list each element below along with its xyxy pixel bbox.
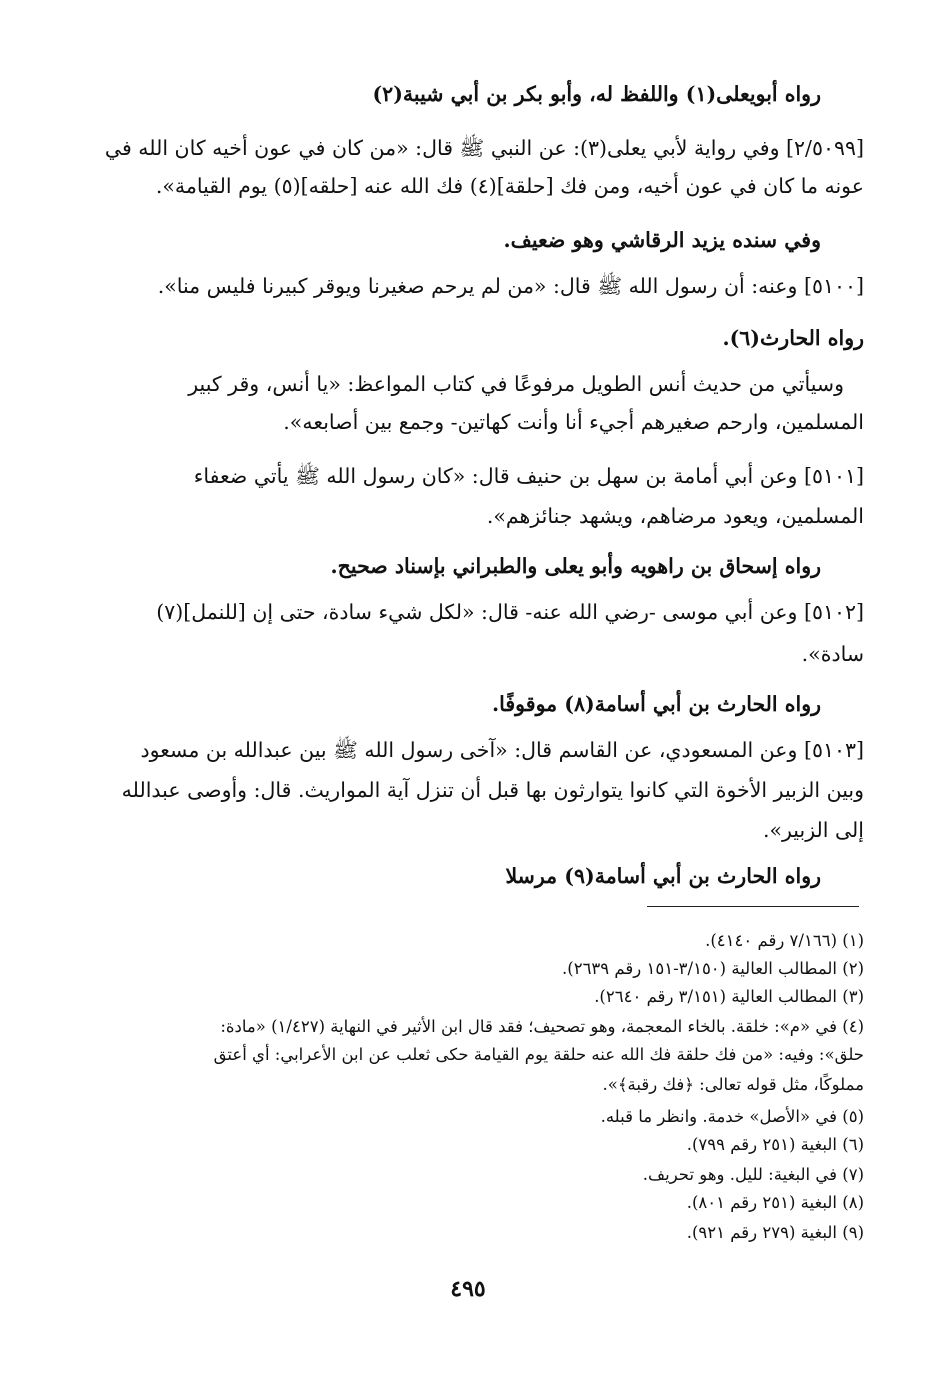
footnote-8: (٨) البغية (٢٥١ رقم ٨٠١).: [686, 1193, 864, 1212]
hadith-5101-line-1: [٥١٠١] وعن أبي أمامة بن سهل بن حنيف قال: «كان رسول الله ﷺ يأتي ضعفاء: [193, 464, 864, 488]
footnote-6: (٦) البغية (٢٥١ رقم ٧٩٩).: [686, 1135, 864, 1154]
hadith-source-line: رواه الحارث بن أبي أسامة(٩) مرسلا: [505, 864, 821, 888]
hadith-5103-line-2: وبين الزبير الأخوة التي كانوا يتوارثون بها قبل أن تنزل آية المواريث. قال: وأوصى عبدالله: [121, 778, 864, 802]
page-number: ٤٩٥: [450, 1276, 486, 1302]
footnote-2: (٢) المطالب العالية (٣/١٥٠-١٥١ رقم ٢٦٣٩).: [562, 959, 864, 978]
hadith-source-line: رواه إسحاق بن راهويه وأبو يعلى والطبراني بإسناد صحيح.: [330, 554, 821, 578]
footnote-4-line-3: مملوكًا، مثل قوله تعالى: ﴿فك رقبة﴾».: [602, 1075, 864, 1094]
footnote-1: (١) (٧/١٦٦ رقم ٤١٤٠).: [705, 931, 864, 950]
hadith-5101-line-2: المسلمين، ويعود مرضاهم، ويشهد جنائزهم».: [486, 504, 864, 528]
footnote-5: (٥) في «الأصل» خدمة. وانظر ما قبله.: [600, 1107, 864, 1126]
hadith-source-line: رواه أبويعلى(١) واللفظ له، وأبو بكر بن أبي شيبة(٢): [372, 82, 821, 106]
footnote-separator: [647, 906, 859, 907]
cross-reference-line-1: وسيأتي من حديث أنس الطويل مرفوعًا في كتاب المواعظ: «يا أنس، وقر كبير: [188, 372, 844, 396]
hadith-source-line: رواه الحارث(٦).: [722, 326, 864, 350]
hadith-grading-line: وفي سنده يزيد الرقاشي وهو ضعيف.: [503, 228, 821, 252]
hadith-5102-line-1: [٥١٠٢] وعن أبي موسى -رضي الله عنه- قال: «لكل شيء سادة، حتى إن [للنمل](٧): [156, 600, 864, 624]
footnote-4-line-1: (٤) في «م»: خلقة. بالخاء المعجمة، وهو تصحيف؛ فقد قال ابن الأثير في النهاية (١/٤٢٧) «مادة:: [220, 1017, 864, 1036]
hadith-5103-line-3: إلى الزبير».: [762, 818, 864, 842]
hadith-5099-line-2: عونه ما كان في عون أخيه، ومن فك [حلقة](٤) فك الله عنه [حلقه](٥) يوم القيامة».: [155, 174, 864, 198]
hadith-5102-line-2: سادة».: [801, 642, 864, 666]
footnote-3: (٣) المطالب العالية (٣/١٥١ رقم ٢٦٤٠).: [594, 987, 864, 1006]
footnote-7: (٧) في البغية: لليل. وهو تحريف.: [642, 1165, 864, 1184]
cross-reference-line-2: المسلمين، وارحم صغيرهم أجيء أنا وأنت كهاتين- وجمع بين أصابعه».: [283, 410, 864, 434]
hadith-5099-line-1: [٢/٥٠٩٩] وفي رواية لأبي يعلى(٣): عن النبي ﷺ قال: «من كان في عون أخيه كان الله في: [104, 136, 864, 160]
hadith-5100-line-1: [٥١٠٠] وعنه: أن رسول الله ﷺ قال: «من لم يرحم صغيرنا ويوقر كبيرنا فليس منا».: [157, 274, 864, 298]
hadith-source-line: رواه الحارث بن أبي أسامة(٨) موقوفًا.: [492, 692, 821, 716]
footnote-9: (٩) البغية (٢٧٩ رقم ٩٢١).: [686, 1223, 864, 1242]
footnote-4-line-2: حلق»: وفيه: «من فك حلقة فك الله عنه حلقة يوم القيامة حكى ثعلب عن ابن الأعرابي: أي أعتق: [213, 1045, 864, 1064]
hadith-5103-line-1: [٥١٠٣] وعن المسعودي، عن القاسم قال: «آخى رسول الله ﷺ بين عبدالله بن مسعود: [140, 738, 864, 762]
